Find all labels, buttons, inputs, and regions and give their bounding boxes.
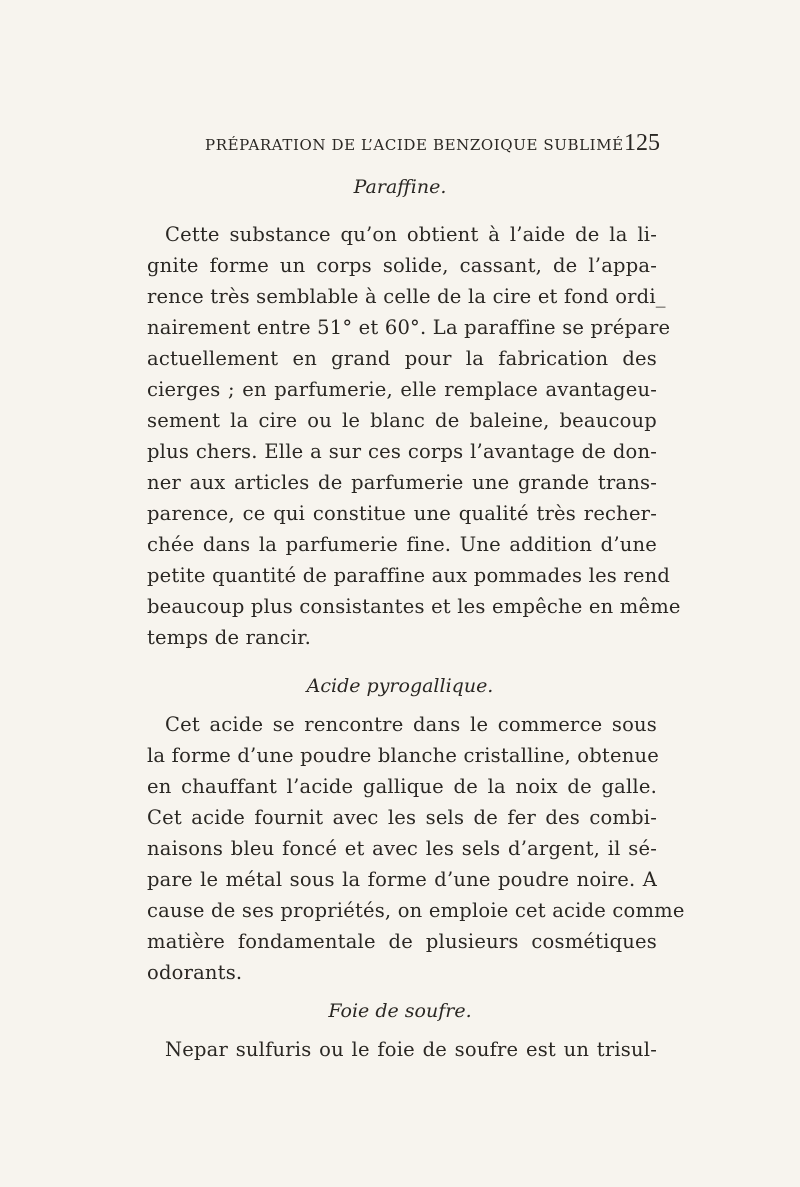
paragraph-line: plus chers. Elle a sur ces corps l’avantage de don- xyxy=(147,440,657,463)
paragraph-line: petite quantité de paraffine aux pommades les rend xyxy=(147,564,671,587)
paragraph-line: cierges ; en parfumerie, elle remplace avantageu- xyxy=(147,378,657,401)
paragraph-line: sement la cire ou le blanc de baleine, beaucoup xyxy=(147,409,657,432)
section-heading-foie-de-soufre: Foie de soufre. xyxy=(328,1000,472,1022)
paragraph-line: gnite forme un corps solide, cassant, de l’appa- xyxy=(147,254,657,277)
paragraph-line: cause de ses propriétés, on emploie cet acide comme xyxy=(147,899,685,922)
paragraph-line: ner aux articles de parfumerie une grande trans- xyxy=(147,471,657,494)
paragraph-line: beaucoup plus consistantes et les empêche en même xyxy=(147,595,681,618)
paragraph-line: pare le métal sous la forme d’une poudre noire. A xyxy=(147,868,657,891)
section-heading-acide-pyrogallique: Acide pyrogallique. xyxy=(306,675,494,697)
paragraph-line: Cet acide fournit avec les sels de fer des combi- xyxy=(147,806,657,829)
paragraph-line: temps de rancir. xyxy=(147,626,312,649)
paragraph-line: Cet acide se rencontre dans le commerce sous xyxy=(165,713,657,736)
running-head xyxy=(205,132,660,162)
paragraph-line: matière fondamentale de plusieurs cosmétiques xyxy=(147,930,657,953)
paragraph-line: en chauffant l’acide gallique de la noix de galle. xyxy=(147,775,657,798)
paragraph-line: actuellement en grand pour la fabrication des xyxy=(147,347,657,370)
paragraph-line: Cette substance qu’on obtient à l’aide de la li- xyxy=(165,223,657,246)
page-number: 125 xyxy=(624,130,660,156)
paragraph-line: rence très semblable à celle de la cire et fond ordi_ xyxy=(147,285,666,308)
paragraph-line: chée dans la parfumerie fine. Une addition d’une xyxy=(147,533,657,556)
paragraph-line: parence, ce qui constitue une qualité très recher- xyxy=(147,502,657,525)
paragraph-line: nairement entre 51° et 60°. La paraffine se prépare xyxy=(147,316,671,339)
section-heading-paraffine: Paraffine. xyxy=(353,176,447,198)
running-title: PRÉPARATION DE L’ACIDE BENZOIQUE SUBLIMÉ xyxy=(205,136,624,154)
paragraph-line: naisons bleu foncé et avec les sels d’argent, il sé- xyxy=(147,837,657,860)
paragraph-line: la forme d’une poudre blanche cristalline, obtenue xyxy=(147,744,659,767)
paragraph-line: Nepar sulfuris ou le foie de soufre est un trisul- xyxy=(165,1038,657,1061)
paragraph-line: odorants. xyxy=(147,961,243,984)
